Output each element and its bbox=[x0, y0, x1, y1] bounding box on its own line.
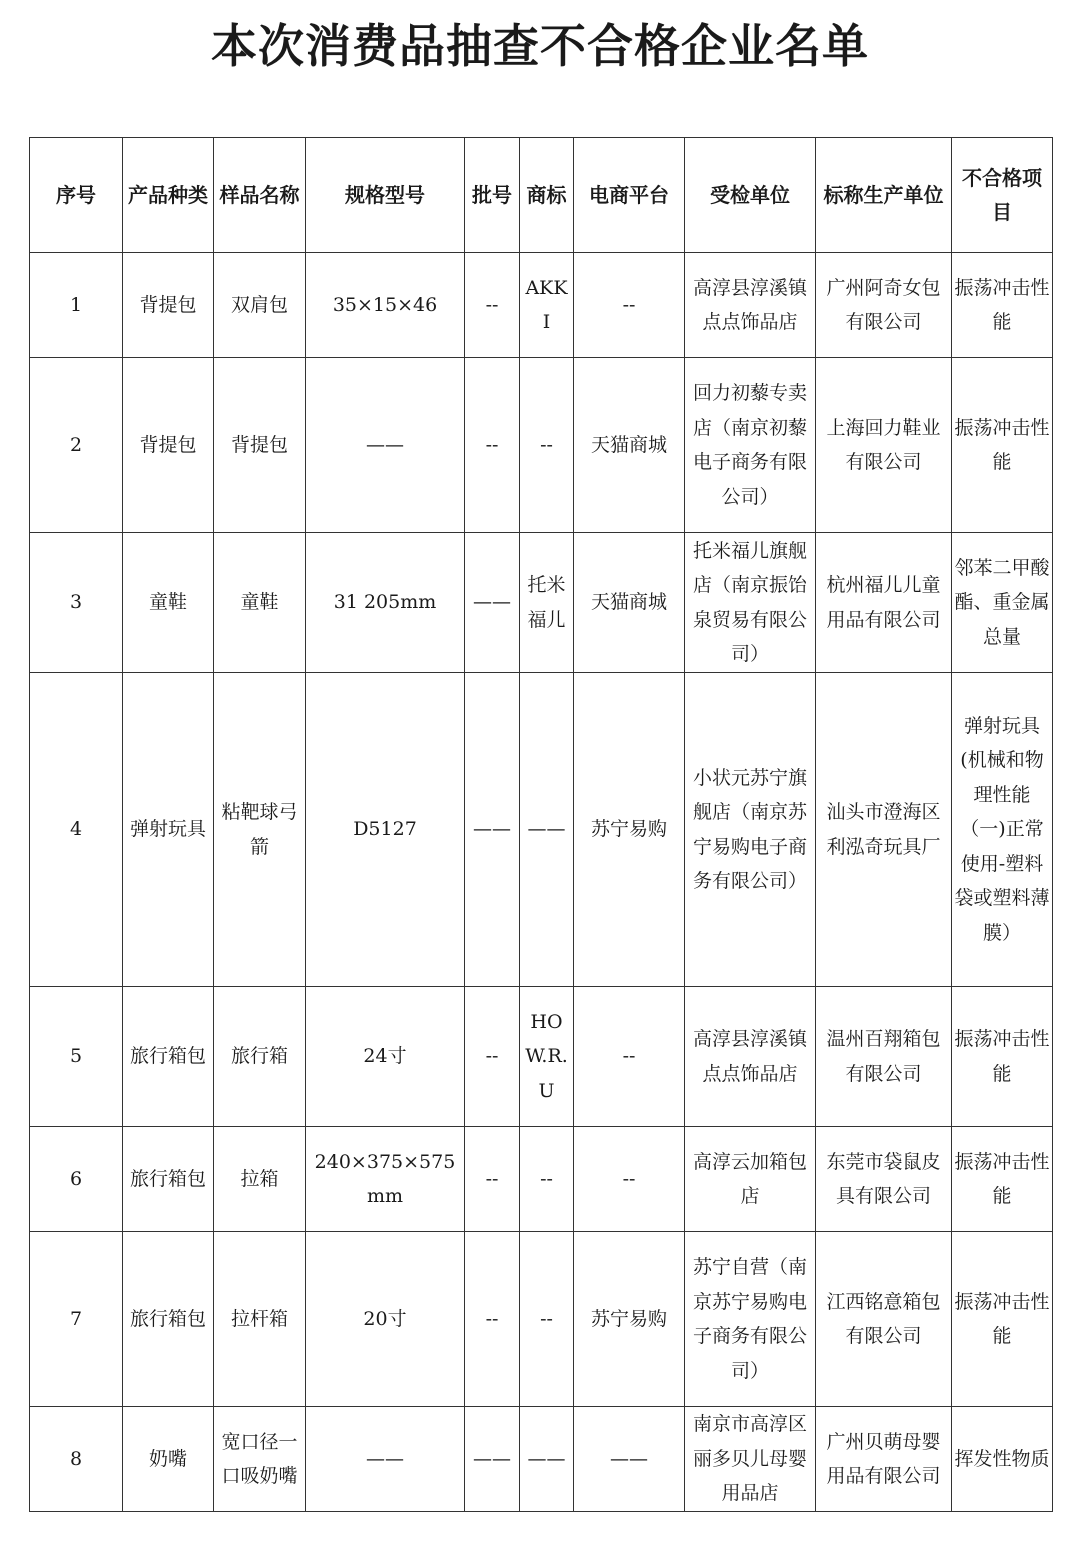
table-row bbox=[30, 673, 1053, 987]
table-cell: HOW.R.U bbox=[520, 987, 574, 1127]
header-cell: 批号 bbox=[465, 138, 520, 253]
table-cell: 童鞋 bbox=[123, 533, 214, 673]
header-cell: 不合格项目 bbox=[952, 138, 1053, 253]
table-cell: 天猫商城 bbox=[574, 533, 685, 673]
table-cell: 挥发性物质 bbox=[952, 1407, 1053, 1512]
table-cell: 粘靶球弓箭 bbox=[214, 673, 306, 987]
table-cell: 弹射玩具(机械和物理性能（一)正常使用-塑料袋或塑料薄膜） bbox=[952, 673, 1053, 987]
table-row bbox=[30, 1232, 1053, 1407]
table-cell: 杭州福儿儿童用品有限公司 bbox=[816, 533, 952, 673]
page-title: 本次消费品抽查不合格企业名单 bbox=[211, 19, 869, 73]
table-cell: 拉箱 bbox=[214, 1127, 306, 1232]
table-cell: 高淳县淳溪镇点点饰品店 bbox=[685, 987, 816, 1127]
table-cell: 宽口径一口吸奶嘴 bbox=[214, 1407, 306, 1512]
table-cell: 高淳县淳溪镇点点饰品店 bbox=[685, 253, 816, 358]
table-cell: 托米福儿 bbox=[520, 533, 574, 673]
table-cell: —— bbox=[574, 1407, 685, 1512]
table-cell: -- bbox=[574, 253, 685, 358]
table-cell: —— bbox=[465, 673, 520, 987]
header-cell: 序号 bbox=[30, 138, 123, 253]
header-cell: 标称生产单位 bbox=[816, 138, 952, 253]
table-cell: —— bbox=[306, 358, 465, 533]
table-row bbox=[30, 1127, 1053, 1232]
table-row bbox=[30, 253, 1053, 358]
table-cell: 南京市高淳区丽多贝儿母婴用品店 bbox=[685, 1407, 816, 1512]
table-cell: AKKI bbox=[520, 253, 574, 358]
table-cell: 旅行箱包 bbox=[123, 1232, 214, 1407]
table-cell: 江西铭意箱包有限公司 bbox=[816, 1232, 952, 1407]
table-cell: 240×375×575mm bbox=[306, 1127, 465, 1232]
table-cell: 高淳云加箱包店 bbox=[685, 1127, 816, 1232]
table-cell: 苏宁易购 bbox=[574, 1232, 685, 1407]
table-row bbox=[30, 987, 1053, 1127]
table-cell: —— bbox=[465, 533, 520, 673]
table-cell: 托米福儿旗舰店（南京振饴泉贸易有限公司） bbox=[685, 533, 816, 673]
table-cell: 小状元苏宁旗舰店（南京苏宁易购电子商务有限公司） bbox=[685, 673, 816, 987]
table-cell: 背提包 bbox=[123, 358, 214, 533]
table-cell: 上海回力鞋业有限公司 bbox=[816, 358, 952, 533]
table-row bbox=[30, 1407, 1053, 1512]
table-cell: -- bbox=[465, 1232, 520, 1407]
table-cell: 汕头市澄海区利泓奇玩具厂 bbox=[816, 673, 952, 987]
table-cell: 奶嘴 bbox=[123, 1407, 214, 1512]
table-cell: 5 bbox=[30, 987, 123, 1127]
table-cell: -- bbox=[520, 358, 574, 533]
table-cell: 8 bbox=[30, 1407, 123, 1512]
table-cell: 邻苯二甲酸酯、重金属总量 bbox=[952, 533, 1053, 673]
table-cell: 6 bbox=[30, 1127, 123, 1232]
table-cell: -- bbox=[465, 1127, 520, 1232]
table-cell: -- bbox=[465, 358, 520, 533]
table-cell: 拉杆箱 bbox=[214, 1232, 306, 1407]
header-cell: 产品种类 bbox=[123, 138, 214, 253]
table-cell: 背提包 bbox=[123, 253, 214, 358]
table-cell: 双肩包 bbox=[214, 253, 306, 358]
table-cell: 回力初藜专卖店（南京初藜电子商务有限公司） bbox=[685, 358, 816, 533]
table-cell: D5127 bbox=[306, 673, 465, 987]
table-cell: -- bbox=[465, 253, 520, 358]
table-header-row bbox=[30, 138, 1053, 253]
table-cell: 3 bbox=[30, 533, 123, 673]
table-cell: -- bbox=[520, 1232, 574, 1407]
table-cell: 2 bbox=[30, 358, 123, 533]
table-cell: -- bbox=[520, 1127, 574, 1232]
table-cell: 天猫商城 bbox=[574, 358, 685, 533]
header-cell: 受检单位 bbox=[685, 138, 816, 253]
table-cell: 旅行箱包 bbox=[123, 1127, 214, 1232]
table-row bbox=[30, 533, 1053, 673]
table-cell: 振荡冲击性能 bbox=[952, 1232, 1053, 1407]
header-cell: 电商平台 bbox=[574, 138, 685, 253]
table-cell: —— bbox=[520, 1407, 574, 1512]
table-cell: —— bbox=[306, 1407, 465, 1512]
table-cell: 广州贝萌母婴用品有限公司 bbox=[816, 1407, 952, 1512]
table-cell: 振荡冲击性能 bbox=[952, 358, 1053, 533]
table-cell: 广州阿奇女包有限公司 bbox=[816, 253, 952, 358]
table-cell: 振荡冲击性能 bbox=[952, 987, 1053, 1127]
table-cell: 温州百翔箱包有限公司 bbox=[816, 987, 952, 1127]
table-cell: 旅行箱包 bbox=[123, 987, 214, 1127]
table-cell: 20寸 bbox=[306, 1232, 465, 1407]
table-cell: 童鞋 bbox=[214, 533, 306, 673]
header-cell: 商标 bbox=[520, 138, 574, 253]
table-cell: 31 205mm bbox=[306, 533, 465, 673]
table-cell: 1 bbox=[30, 253, 123, 358]
table-cell: 4 bbox=[30, 673, 123, 987]
table-cell: -- bbox=[465, 987, 520, 1127]
header-cell: 规格型号 bbox=[306, 138, 465, 253]
table-cell: 振荡冲击性能 bbox=[952, 253, 1053, 358]
table-cell: —— bbox=[520, 673, 574, 987]
table-cell: 振荡冲击性能 bbox=[952, 1127, 1053, 1232]
table-cell: —— bbox=[465, 1407, 520, 1512]
table-row bbox=[30, 358, 1053, 533]
table-cell: 苏宁自营（南京苏宁易购电子商务有限公司） bbox=[685, 1232, 816, 1407]
table-cell: 背提包 bbox=[214, 358, 306, 533]
table-cell: 弹射玩具 bbox=[123, 673, 214, 987]
table-cell: 旅行箱 bbox=[214, 987, 306, 1127]
table-cell: -- bbox=[574, 987, 685, 1127]
header-cell: 样品名称 bbox=[214, 138, 306, 253]
table-cell: 24寸 bbox=[306, 987, 465, 1127]
noncompliant-enterprise-table bbox=[29, 137, 1053, 1512]
table-cell: 7 bbox=[30, 1232, 123, 1407]
table-cell: -- bbox=[574, 1127, 685, 1232]
table-cell: 苏宁易购 bbox=[574, 673, 685, 987]
table-cell: 35×15×46 bbox=[306, 253, 465, 358]
table-cell: 东莞市袋鼠皮具有限公司 bbox=[816, 1127, 952, 1232]
